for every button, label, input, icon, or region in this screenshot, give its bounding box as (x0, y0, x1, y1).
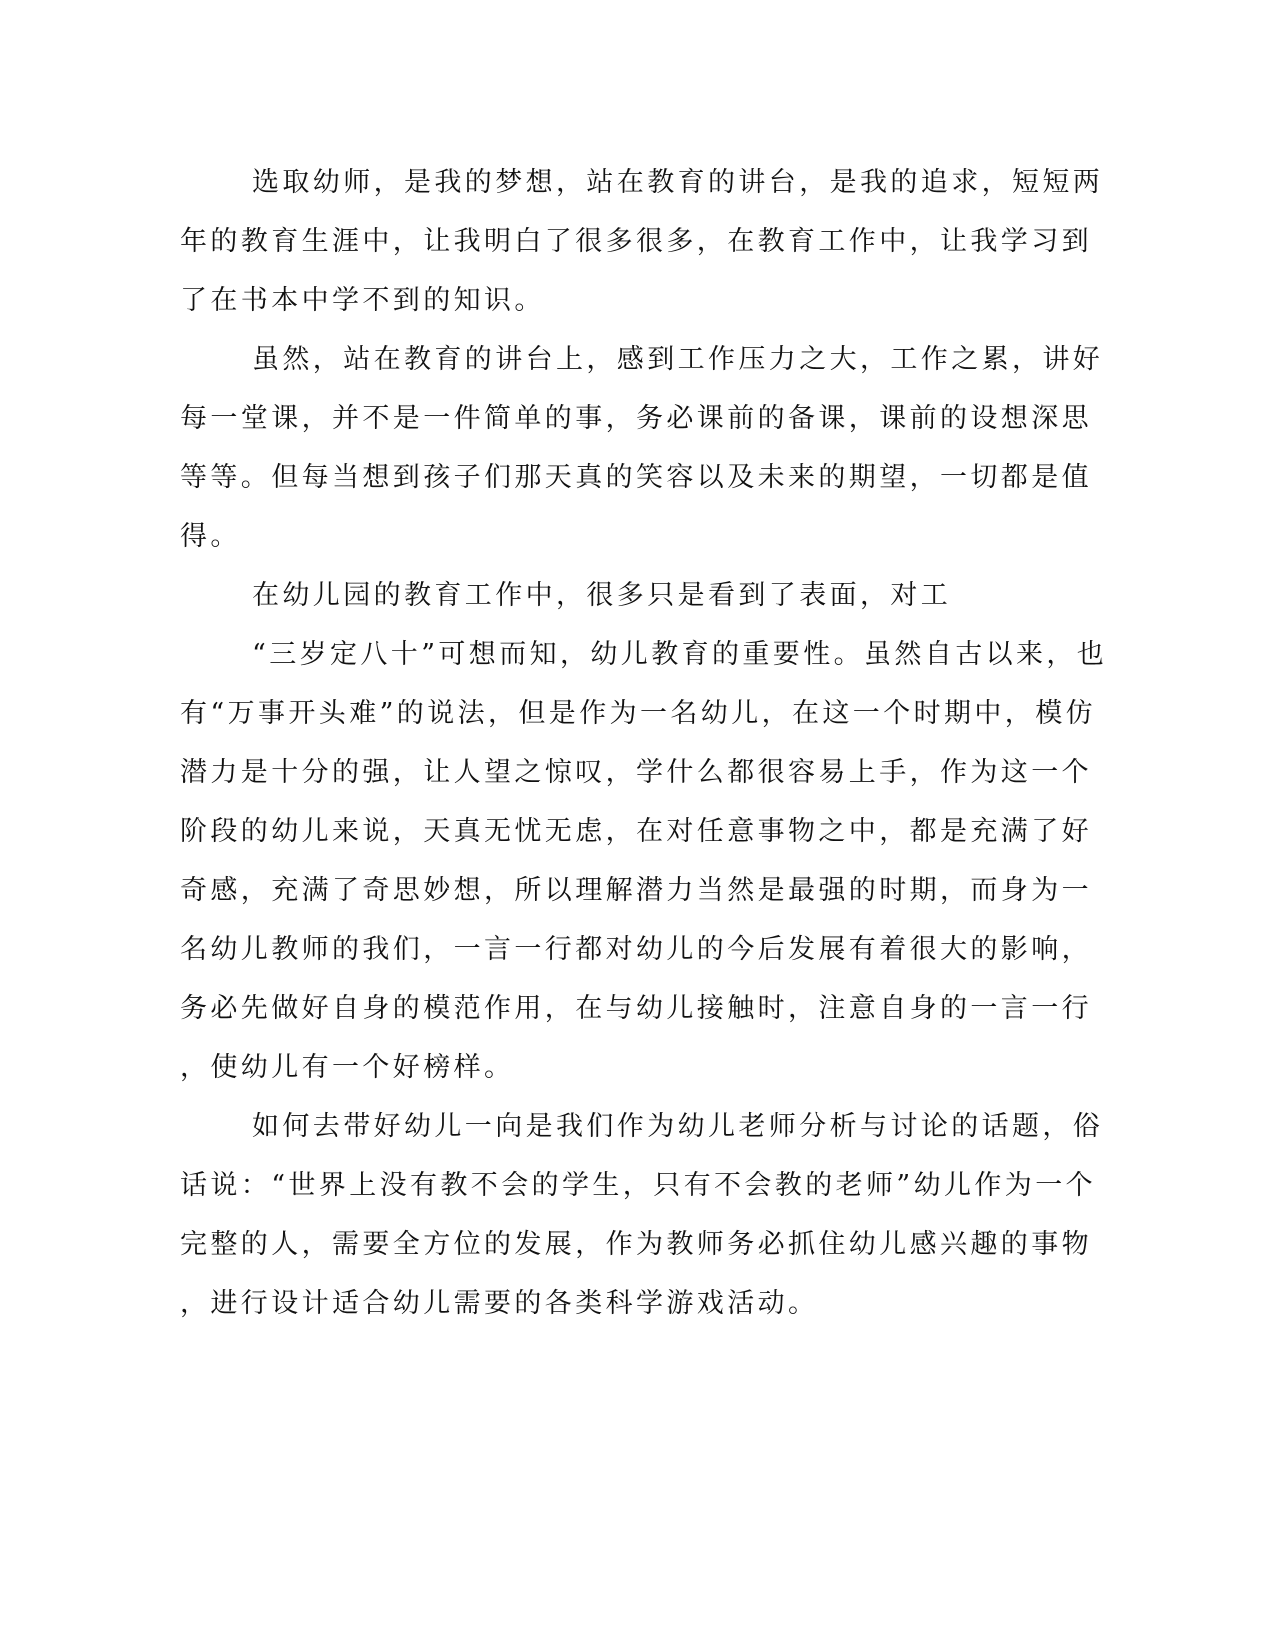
paragraph-line: 完整的人，需要全方位的发展，作为教师务必抓住幼儿感兴趣的事物 (180, 1229, 1092, 1260)
paragraph-line: 得。 (180, 521, 241, 552)
paragraph-line: 有“万事开头难”的说法，但是作为一名幼儿，在这一个时期中，模仿 (180, 698, 1097, 729)
paragraph-5 (180, 1104, 1104, 1340)
paragraph-line: 年的教育生涯中，让我明白了很多很多，在教育工作中，让我学习到 (180, 226, 1092, 257)
paragraph-line: “三岁定八十”可想而知，幼儿教育的重要性。虽然自古以来，也 (252, 639, 1108, 670)
paragraph-line: 名幼儿教师的我们，一言一行都对幼儿的今后发展有着很大的影响， (180, 934, 1092, 965)
paragraph-line: 了在书本中学不到的知识。 (180, 285, 545, 316)
paragraph-2 (180, 337, 1104, 573)
paragraph-4 (180, 632, 1108, 1104)
paragraph-line: 每一堂课，并不是一件简单的事，务必课前的备课，课前的设想深思 (180, 403, 1092, 434)
paragraph-1 (180, 160, 1104, 337)
paragraph-line: 奇感，充满了奇思妙想，所以理解潜力当然是最强的时期，而身为一 (180, 875, 1092, 906)
paragraph-line: 虽然，站在教育的讲台上，感到工作压力之大，工作之累，讲好 (252, 344, 1104, 375)
paragraph-line: ，使幼儿有一个好榜样。 (180, 1052, 515, 1083)
document-body (180, 160, 1108, 1340)
paragraph-line: 在幼儿园的教育工作中，很多只是看到了表面，对工 (252, 580, 952, 611)
paragraph-line: 话说：“世界上没有教不会的学生，只有不会教的老师”幼儿作为一个 (180, 1170, 1097, 1201)
paragraph-line: 阶段的幼儿来说，天真无忧无虑，在对任意事物之中，都是充满了好 (180, 816, 1092, 847)
paragraph-line: 等等。但每当想到孩子们那天真的笑容以及未来的期望，一切都是值 (180, 462, 1092, 493)
paragraph-line: 如何去带好幼儿一向是我们作为幼儿老师分析与讨论的话题，俗 (252, 1111, 1104, 1142)
paragraph-3 (180, 573, 1030, 632)
paragraph-line: 潜力是十分的强，让人望之惊叹，学什么都很容易上手，作为这一个 (180, 757, 1092, 788)
paragraph-line: 选取幼师，是我的梦想，站在教育的讲台，是我的追求，短短两 (252, 167, 1104, 198)
paragraph-line: 务必先做好自身的模范作用，在与幼儿接触时，注意自身的一言一行 (180, 993, 1092, 1024)
paragraph-line: ，进行设计适合幼儿需要的各类科学游戏活动。 (180, 1288, 819, 1319)
